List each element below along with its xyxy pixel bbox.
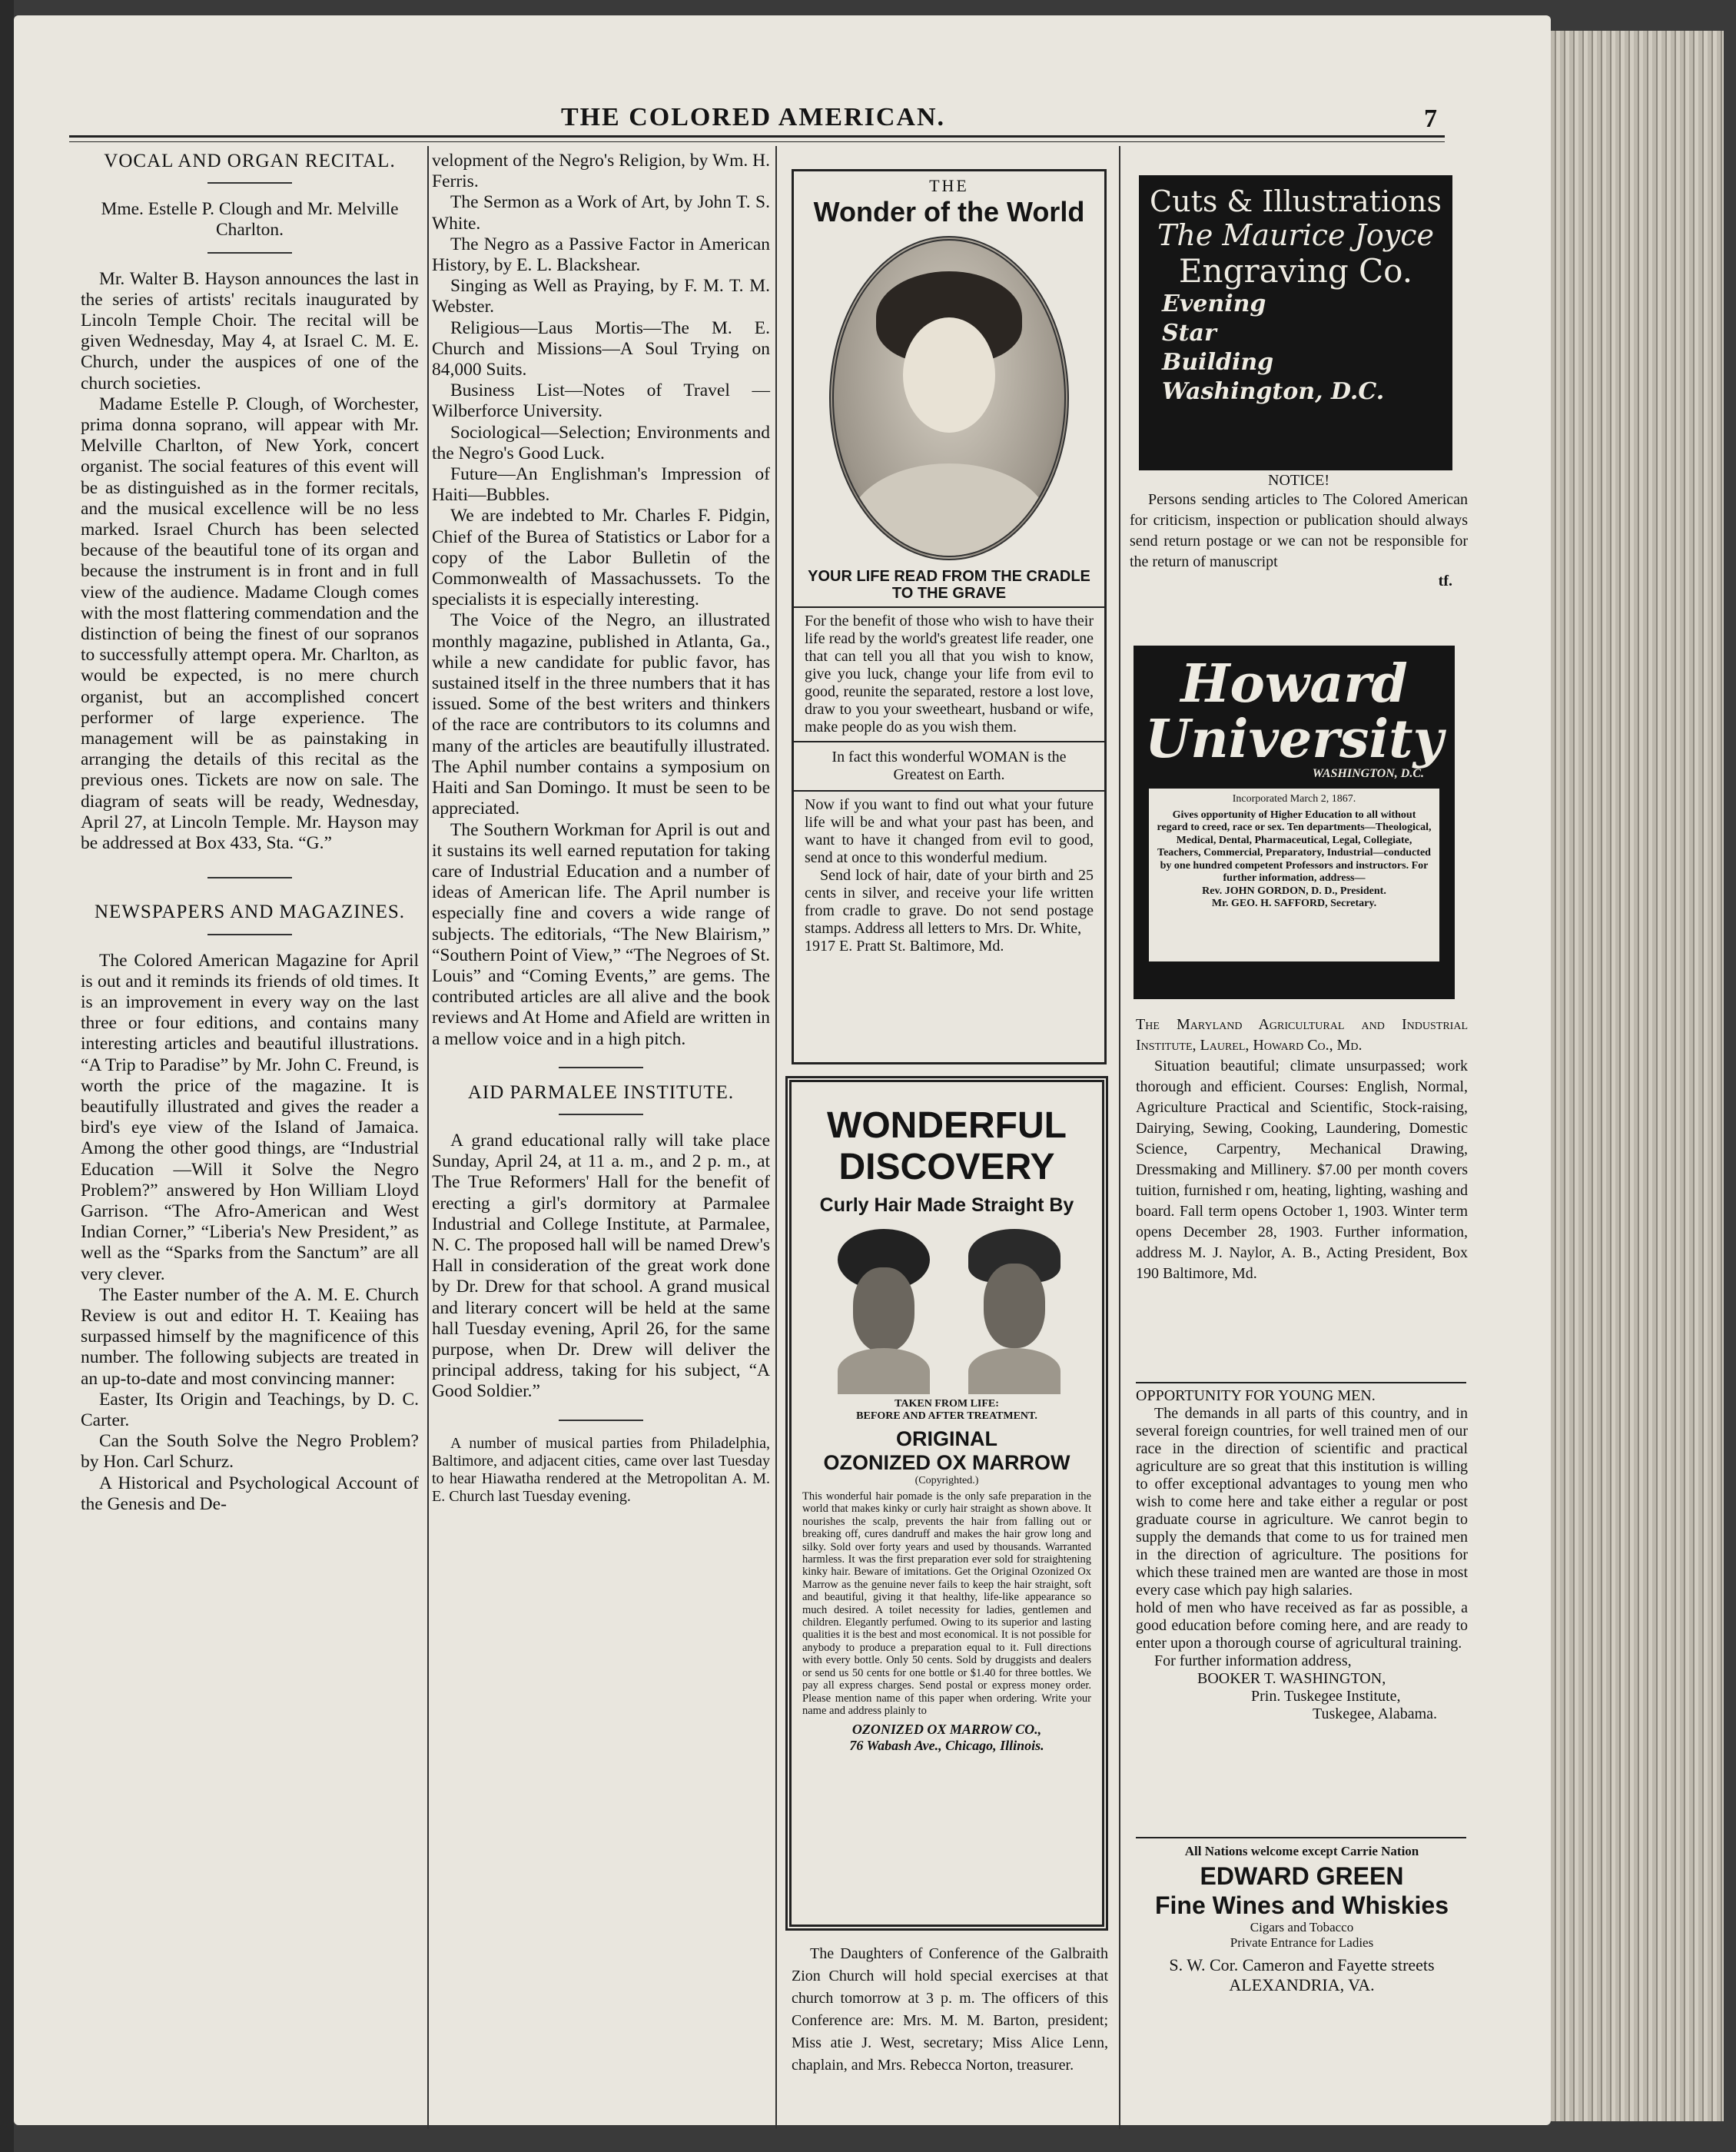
after-shoulders-illustration: [968, 1348, 1061, 1394]
magazine-item: The Negro as a Passive Factor in American History, by E. L. Blackshear.: [432, 234, 770, 276]
recital-subhead: Mme. Estelle P. Clough and Mr. Melville Charlton.: [101, 199, 399, 241]
wonderful-discovery-ad: [785, 1076, 1108, 1931]
before-face-illustration: [853, 1267, 914, 1352]
section-rule: [1136, 1382, 1466, 1383]
ad-product-2: OZONIZED OX MARROW: [823, 1451, 1070, 1474]
ad-headline-1: WONDERFUL: [827, 1105, 1067, 1146]
howard-president: Rev. JOHN GORDON, D. D., President.: [1202, 885, 1386, 897]
column-divider: [1119, 146, 1120, 2129]
column-2: [432, 151, 770, 1506]
ad-company-address: 76 Wabash Ave., Chicago, Illinois.: [849, 1738, 1044, 1754]
column-divider: [427, 146, 429, 2129]
ad-paragraph: For the benefit of those who wish to have their life read by the world's greatest life reader, one that can tell you all that you wish to know, give you luck, change your life from evil to good, reunite the separated, restore a lost love, draw to you your sweetheart, husband or wife, make people do as you wish them.: [805, 613, 1094, 736]
howard-body: Gives opportunity of Higher Education to all without regard to creed, race or sex. Ten departments—Theological, Medical, Dental, Pharmaceutical, Legal, Collegiate, Teachers, Commercial, Preparatory, Industrial—conducted by one hundred competent Professors and instructors. For further information, address—: [1157, 809, 1432, 884]
before-after-illustration: [792, 1221, 1102, 1398]
recital-paragraph: Madame Estelle P. Clough, of Worchester, prima donna soprano, will appear with Mr. Melville Charlton, of New York, concert organist. The social features of this event will be as distinguished as in the former recitals, and the musical excellence will be no less marked. Israel Church has been selected because of the beautiful tone of its organ and because the instrument is in front and in full view of the audience. Madame Clough comes with the most flattering commendation and the distinction of being the finest of our sopranos to successfully attempt opera. Mr. Charlton, as would be expected, is no mere church organist, but an accomplished concert performer of large experience. The management will be as painstaking in arranging the details of this recital as the previous ones. Tickets are now on sale. The diagram of seats will be ready, Wednesday, April 27, at Lincoln Temple. Mr. Hayson may be addressed at Box 433, Sta. “G.”: [81, 394, 419, 854]
magazine-item: Religious—Laus Mortis—The M. E. Church and Missions—A Soul Trying on 84,000 Suits.: [432, 317, 770, 380]
header-rule: [69, 135, 1445, 138]
howard-university-ad: [1134, 646, 1455, 999]
engraving-line-3: Engraving Co.: [1178, 252, 1413, 290]
green-city: ALEXANDRIA, VA.: [1229, 1975, 1375, 1995]
engraving-line-4: Evening: [1162, 291, 1266, 317]
magazine-item: Sociological—Selection; Environments and the Negro's Good Luck.: [432, 422, 770, 463]
ad-subhead: Curly Hair Made Straight By: [819, 1194, 1074, 1216]
newspapers-paragraph: The Easter number of the A. M. E. Church Review is out and editor H. T. Keaiing has surpassed himself by the magnificence of this number. The following subjects are treated in an up-to-date and most convincing manner:: [81, 1284, 419, 1389]
howard-secretary: Mr. GEO. H. SAFFORD, Secretary.: [1211, 898, 1377, 909]
daughters-paragraph: The Daughters of Conference of the Galbraith Zion Church will hold special exercises at that church tomorrow at 3 p. m. The officers of this Conference are: Mrs. M. M. Barton, president; Miss atie J. West, secretary; Miss Alice Lenn, chaplain, and Mrs. Rebecca Norton, treasurer.: [792, 1945, 1108, 2074]
newspapers-paragraph: A Historical and Psychological Account of the Genesis and De-: [81, 1473, 419, 1514]
maryland-body: Situation beautiful; climate unsurpassed; work thorough and efficient. Courses: English, Normal, Agriculture Practical and Scientific, Stock-raising, Dairying, Sewing, Cooking, Laundering, Domestic Science, Carpentry, Mechanical Drawing, Dressmaking and Millinery. $7.00 per month covers tuition, furnished r om, heating, lighting, washing and board. Fall term opens October 1, 1903. Winter term opens December 28, 1903. Further information, address M. J. Naylor, A. B., Acting President, Box 190 Baltimore, Md.: [1136, 1058, 1468, 1282]
engraving-line-1: Cuts & Illustrations: [1150, 184, 1442, 218]
magazine-item: Future—An Englishman's Impression of Haiti—Bubbles.: [432, 464, 770, 506]
binding-shadow: [0, 0, 14, 2152]
engraving-line-2: The Maurice Joyce: [1157, 218, 1434, 252]
signature-2: Prin. Tuskegee Institute,: [1251, 1688, 1401, 1705]
musical-paragraph: A number of musical parties from Philadelphia, Baltimore, and adjacent cities, came over last Tuesday to hear Hiawatha rendered at the Metropolitan A. M. E. Church last Tuesday evening.: [432, 1434, 770, 1505]
engraving-ad: [1139, 175, 1452, 470]
signature-1: BOOKER T. WASHINGTON,: [1197, 1670, 1386, 1687]
ad-title: Wonder of the World: [813, 196, 1085, 227]
maryland-institute: [1136, 1015, 1468, 1284]
portrait-face: [903, 317, 995, 433]
after-face-illustration: [984, 1264, 1045, 1348]
portrait-oval: [829, 236, 1069, 560]
before-shoulders-illustration: [838, 1348, 930, 1394]
howard-title-2: University: [1144, 709, 1444, 770]
ad-the: THE: [929, 176, 969, 195]
divider: [559, 1114, 643, 1115]
notice-heading: NOTICE!: [1268, 472, 1329, 489]
divider: [559, 1067, 643, 1068]
divider: [207, 252, 292, 254]
section-rule: [1136, 1837, 1466, 1838]
column-1: [81, 151, 419, 1515]
notice-mark: tf.: [1438, 573, 1452, 589]
magazine-item: velopment of the Negro's Religion, by Wm. H. Ferris.: [432, 151, 770, 192]
magazine-item: The Southern Workman for April is out and it sustains its well earned reputation for taking care of Industrial Education and a number of ideas of American life. The April number is especially fine and covers a wide range of subjects. The editorials, “The New Blairism,” “Southern Point of View,” “The Negroes of St. Louis” and “Coming Events,” are gems. The contributed articles are all alive and the book reviews and At Home and Afield are written in a mellow voice and in a high pitch.: [432, 819, 770, 1049]
opportunity-further: For further information address,: [1154, 1652, 1352, 1669]
ad-address: 1917 E. Pratt St. Baltimore, Md.: [805, 938, 1004, 955]
howard-info-panel: [1149, 789, 1439, 961]
page-number: 7: [1424, 105, 1437, 133]
engraving-line-5: Star: [1162, 320, 1217, 347]
ad-product-1: ORIGINAL: [896, 1427, 997, 1450]
ad-caption: YOUR LIFE READ FROM THE CRADLE TO THE GRAVE: [808, 568, 1090, 602]
magazine-item: Business List—Notes of Travel —Wilberforce University.: [432, 380, 770, 422]
newspapers-paragraph: The Colored American Magazine for April is out and it reminds its friends of old times. It is an improvement in every way on the last three or four editions, and contains many interesting articles and beautiful illustrations. “A Trip to Paradise” by Mr. John C. Freund, is worth the price of the magazine. It is beautifully illustrated and gives the reader a bird's eye view of the Island of Jamaica. Among the other good things, are “Industrial Education —Will it Solve the Negro Problem?” answered by Hon William Lloyd Garrison. “The Afro-American and West Indian Corner,” “Liberia's New President,” as well as the “Sparks from the Sanctum” are all very clever.: [81, 950, 419, 1284]
green-corner: S. W. Cor. Cameron and Fayette streets: [1169, 1955, 1435, 1975]
howard-title-1: Howard: [1180, 653, 1408, 715]
green-top: All Nations welcome except Carrie Nation: [1184, 1844, 1419, 1858]
parmalee-heading: AID PARMALEE INSTITUTE.: [467, 1081, 735, 1103]
green-entrance: Private Entrance for Ladies: [1230, 1935, 1374, 1951]
daughters-notice: [792, 1943, 1108, 2077]
howard-incorporated: Incorporated March 2, 1867.: [1232, 793, 1356, 805]
opportunity-body: The demands in all parts of this country, and in several foreign countries, for well trained men of our race in the direction of scientific and practical agriculture are so great that this institution is willing to offer exceptional advantages to young men who wish to come here and take either a regular or post graduate course in agriculture. We canrot begin to supply the demands that come to us for trained men in the direction of agriculture. The positions for which these trained men are wanted are those in most every case which pay high salaries.: [1136, 1405, 1468, 1599]
page-header: [69, 100, 1437, 138]
newspapers-heading: NEWSPAPERS AND MAGAZINES.: [95, 902, 405, 923]
engraving-line-6: Building: [1162, 349, 1274, 376]
green-name: EDWARD GREEN: [1200, 1862, 1404, 1891]
divider: [207, 934, 292, 935]
ad-taken: TAKEN FROM LIFE:: [895, 1398, 999, 1410]
engraving-line-7: Washington, D.C.: [1162, 378, 1385, 405]
divider: [207, 877, 292, 878]
newspapers-paragraph: Easter, Its Origin and Teachings, by D. C. Carter.: [81, 1389, 419, 1430]
ad-paragraph: Send lock of hair, date of your birth and 25 cents in silver, and receive your life written from cradle to grave. Do not send postage stamps. Address all letters to Mrs. Dr. White,: [805, 867, 1094, 937]
ad-fact: In fact this wonderful WOMAN is the Greatest on Earth.: [794, 741, 1104, 792]
ad-copyright: (Copyrighted.): [914, 1475, 979, 1486]
magazine-item: We are indebted to Mr. Charles F. Pidgin, Chief of the Burea of Statistics or Labor for a copy of the Labor Bulletin of the Commonwealth of Massachussets. To the specialists it is especially interesting.: [432, 506, 770, 610]
opportunity-young-men: [1136, 1387, 1468, 1723]
parmalee-paragraph: A grand educational rally will take place Sunday, April 24, at 11 a. m., and 2 p. m., at The True Reformers' Hall for the benefit of erecting a girl's dormitory at Parmalee Industrial and College Institute, at Parmalee, N. C. The proposed hall will be named Drew's Hall in consideration of the great work done by Dr. Drew for that school. A grand musical and literary concert will be held at the same hall Tuesday evening, April 26, for the same purpose, when Dr. Drew will deliver the principal address, taking for his subject, “A Good Soldier.”: [432, 1130, 770, 1402]
opportunity-body-2: hold of men who have received as far as possible, a good education before coming here, and are ready to enter upon a thorough course of agricultural training.: [1136, 1599, 1468, 1652]
masthead-title: THE COLORED AMERICAN.: [560, 103, 946, 131]
edward-green-ad: [1136, 1841, 1468, 1995]
recital-heading: VOCAL AND ORGAN RECITAL.: [104, 151, 396, 171]
howard-location: WASHINGTON, D.C.: [1312, 767, 1424, 780]
ad-paragraph: Now if you want to find out what your future life will be and what your past has been, and want to have it changed from evil to good, send at once to this wonderful medium.: [805, 796, 1094, 866]
ad-headline-2: DISCOVERY: [838, 1147, 1055, 1187]
green-cigars: Cigars and Tobacco: [1250, 1920, 1354, 1935]
newspapers-paragraph: Can the South Solve the Negro Problem? by Hon. Carl Schurz.: [81, 1431, 419, 1473]
opportunity-heading: OPPORTUNITY FOR YOUNG MEN.: [1136, 1387, 1376, 1404]
maryland-heading: The Maryland Agricultural and Industrial Institute, Laurel, Howard Co., Md.: [1136, 1016, 1468, 1054]
page-edges: [1551, 31, 1724, 2121]
notice: [1130, 472, 1468, 590]
portrait-shoulders: [849, 463, 1049, 560]
green-product: Fine Wines and Whiskies: [1154, 1891, 1449, 1920]
ad-company: OZONIZED OX MARROW CO.,: [851, 1722, 1042, 1738]
magazine-item: Singing as Well as Praying, by F. M. T. M. Webster.: [432, 276, 770, 317]
ad-before-after: BEFORE AND AFTER TREATMENT.: [856, 1410, 1037, 1422]
magazine-item: The Voice of the Negro, an illustrated monthly magazine, published in Atlanta, Ga., while a new candidate for public favor, has sustained itself in the three numbers that it has issued. Some of the best writers and thinkers of the race are contributors to its columns and many of the articles are beautifully illustrated. The Aphil number contains a symposium on Haiti and San Domingo. It must be seen to be appreciated.: [432, 610, 770, 819]
wonder-of-the-world-ad: [792, 169, 1107, 1064]
divider: [559, 1420, 643, 1421]
column-divider: [775, 146, 777, 2129]
notice-body: Persons sending articles to The Colored American for criticism, inspection or publication should always send return postage or we can not be responsible for the return of manuscript: [1130, 491, 1468, 570]
magazine-item: The Sermon as a Work of Art, by John T. S. White.: [432, 192, 770, 234]
ad-body: This wonderful hair pomade is the only safe preparation in the world that makes kinky or curly hair straight as shown above. It nourishes the scalp, prevents the hair from falling out or breaking off, cures dandruff and makes the hair grow long and silky. Sold over forty years and used by thousands. Warranted harmless. It was the first preparation ever sold for straightening kinky hair. Beware of imitations. Get the Original Ozonized Ox Marrow as the genuine never fails to keep the hair straight, soft and beautiful, giving it that healthy, life-like appearance so much desired. A toilet necessity for ladies, gentlemen and children. Elegantly perfumed. Owing to its superior and lasting qualities it is the best and most economical. It is not possible for anybody to produce a preparation equal to it. Full directions with every bottle. Only 50 cents. Sold by druggists and dealers or send us 50 cents for one bottle or $1.40 for three bottles. We pay all express charges. Send postal or express money order. Please mention name of this paper when ordering. Write your name and address plainly to: [802, 1490, 1091, 1717]
signature-3: Tuskegee, Alabama.: [1313, 1705, 1438, 1722]
header-rule-thin: [69, 141, 1445, 142]
recital-paragraph: Mr. Walter B. Hayson announces the last in the series of artists' recitals inaugurated by Lincoln Temple Choir. The recital will be given Wednesday, May 4, at Israel C. M. E. Church, under the auspices of one of the church societies.: [81, 268, 419, 394]
divider: [207, 182, 292, 184]
